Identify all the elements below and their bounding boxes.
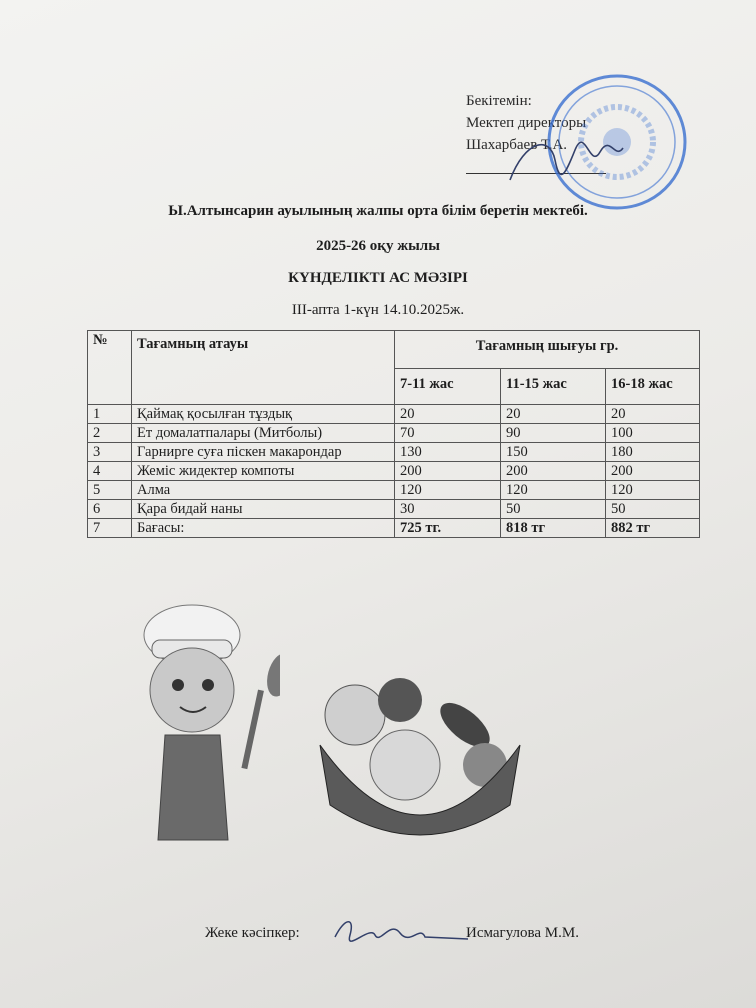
cell-price: 725 тг. bbox=[395, 519, 501, 538]
cell-grams: 180 bbox=[606, 443, 700, 462]
cell-grams: 50 bbox=[501, 500, 606, 519]
academic-year: 2025-26 оқу жылы bbox=[316, 238, 440, 254]
cell-price: 882 тг bbox=[606, 519, 700, 538]
date-line: ІІІ-апта 1-күн 14.10.2025ж. bbox=[291, 302, 465, 318]
header-yield: Тағамның шығуы гр. bbox=[395, 331, 700, 369]
cell-name: Қара бидай наны bbox=[132, 500, 395, 519]
school-name: Ы.Алтынсарин ауылының жалпы орта білім беретін мектебі. bbox=[168, 203, 588, 219]
header-name: Тағамның атауы bbox=[132, 331, 395, 405]
cell-grams: 50 bbox=[606, 500, 700, 519]
cell-grams: 20 bbox=[501, 405, 606, 424]
cell-name: Жеміс жидектер компоты bbox=[132, 462, 395, 481]
cell-grams: 200 bbox=[606, 462, 700, 481]
table-row bbox=[88, 424, 700, 443]
table-row bbox=[88, 481, 700, 500]
header-age-2: 11-15 жас bbox=[501, 369, 606, 405]
cell-grams: 90 bbox=[501, 424, 606, 443]
entrepreneur-signature-icon bbox=[330, 915, 470, 947]
cell-name: Гарнирге суға піскен макарондар bbox=[132, 443, 395, 462]
document-title: КҮНДЕЛІКТІ АС МӘЗІРІ bbox=[288, 270, 468, 286]
table-row bbox=[88, 405, 700, 424]
approval-name: Шахарбаев Т.А. bbox=[466, 137, 568, 153]
cell-no: 3 bbox=[88, 443, 132, 462]
cell-grams: 70 bbox=[395, 424, 501, 443]
menu-table bbox=[87, 330, 700, 538]
cell-grams: 20 bbox=[395, 405, 501, 424]
cell-grams: 100 bbox=[606, 424, 700, 443]
cell-grams: 30 bbox=[395, 500, 501, 519]
cell-no: 5 bbox=[88, 481, 132, 500]
cell-grams: 200 bbox=[395, 462, 501, 481]
cell-no: 6 bbox=[88, 500, 132, 519]
cell-no: 4 bbox=[88, 462, 132, 481]
table-row bbox=[88, 462, 700, 481]
approval-label: Бекітемін: bbox=[466, 93, 532, 109]
cell-name: Бағасы: bbox=[132, 519, 395, 538]
table-row bbox=[88, 443, 700, 462]
cell-grams: 120 bbox=[606, 481, 700, 500]
cell-no: 1 bbox=[88, 405, 132, 424]
director-signature-icon bbox=[505, 130, 625, 190]
header-no: № bbox=[88, 331, 132, 405]
vegetable-basket-illustration bbox=[315, 655, 530, 845]
price-row bbox=[88, 519, 700, 538]
chef-boy-illustration bbox=[130, 595, 280, 845]
table-row bbox=[88, 500, 700, 519]
entrepreneur-name: Исмагулова М.М. bbox=[466, 925, 579, 941]
cell-name: Қаймақ қосылған тұздық bbox=[132, 405, 395, 424]
cell-grams: 120 bbox=[501, 481, 606, 500]
cell-name: Ет домалатпалары (Митболы) bbox=[132, 424, 395, 443]
header-age-1: 7-11 жас bbox=[395, 369, 501, 405]
cell-grams: 120 bbox=[395, 481, 501, 500]
cell-no: 2 bbox=[88, 424, 132, 443]
cell-grams: 200 bbox=[501, 462, 606, 481]
cell-grams: 150 bbox=[501, 443, 606, 462]
entrepreneur-label: Жеке кәсіпкер: bbox=[205, 925, 300, 941]
cell-price: 818 тг bbox=[501, 519, 606, 538]
cell-grams: 130 bbox=[395, 443, 501, 462]
cell-name: Алма bbox=[132, 481, 395, 500]
header-age-3: 16-18 жас bbox=[606, 369, 700, 405]
approval-position: Мектеп директоры bbox=[466, 115, 587, 131]
cell-no: 7 bbox=[88, 519, 132, 538]
cell-grams: 20 bbox=[606, 405, 700, 424]
